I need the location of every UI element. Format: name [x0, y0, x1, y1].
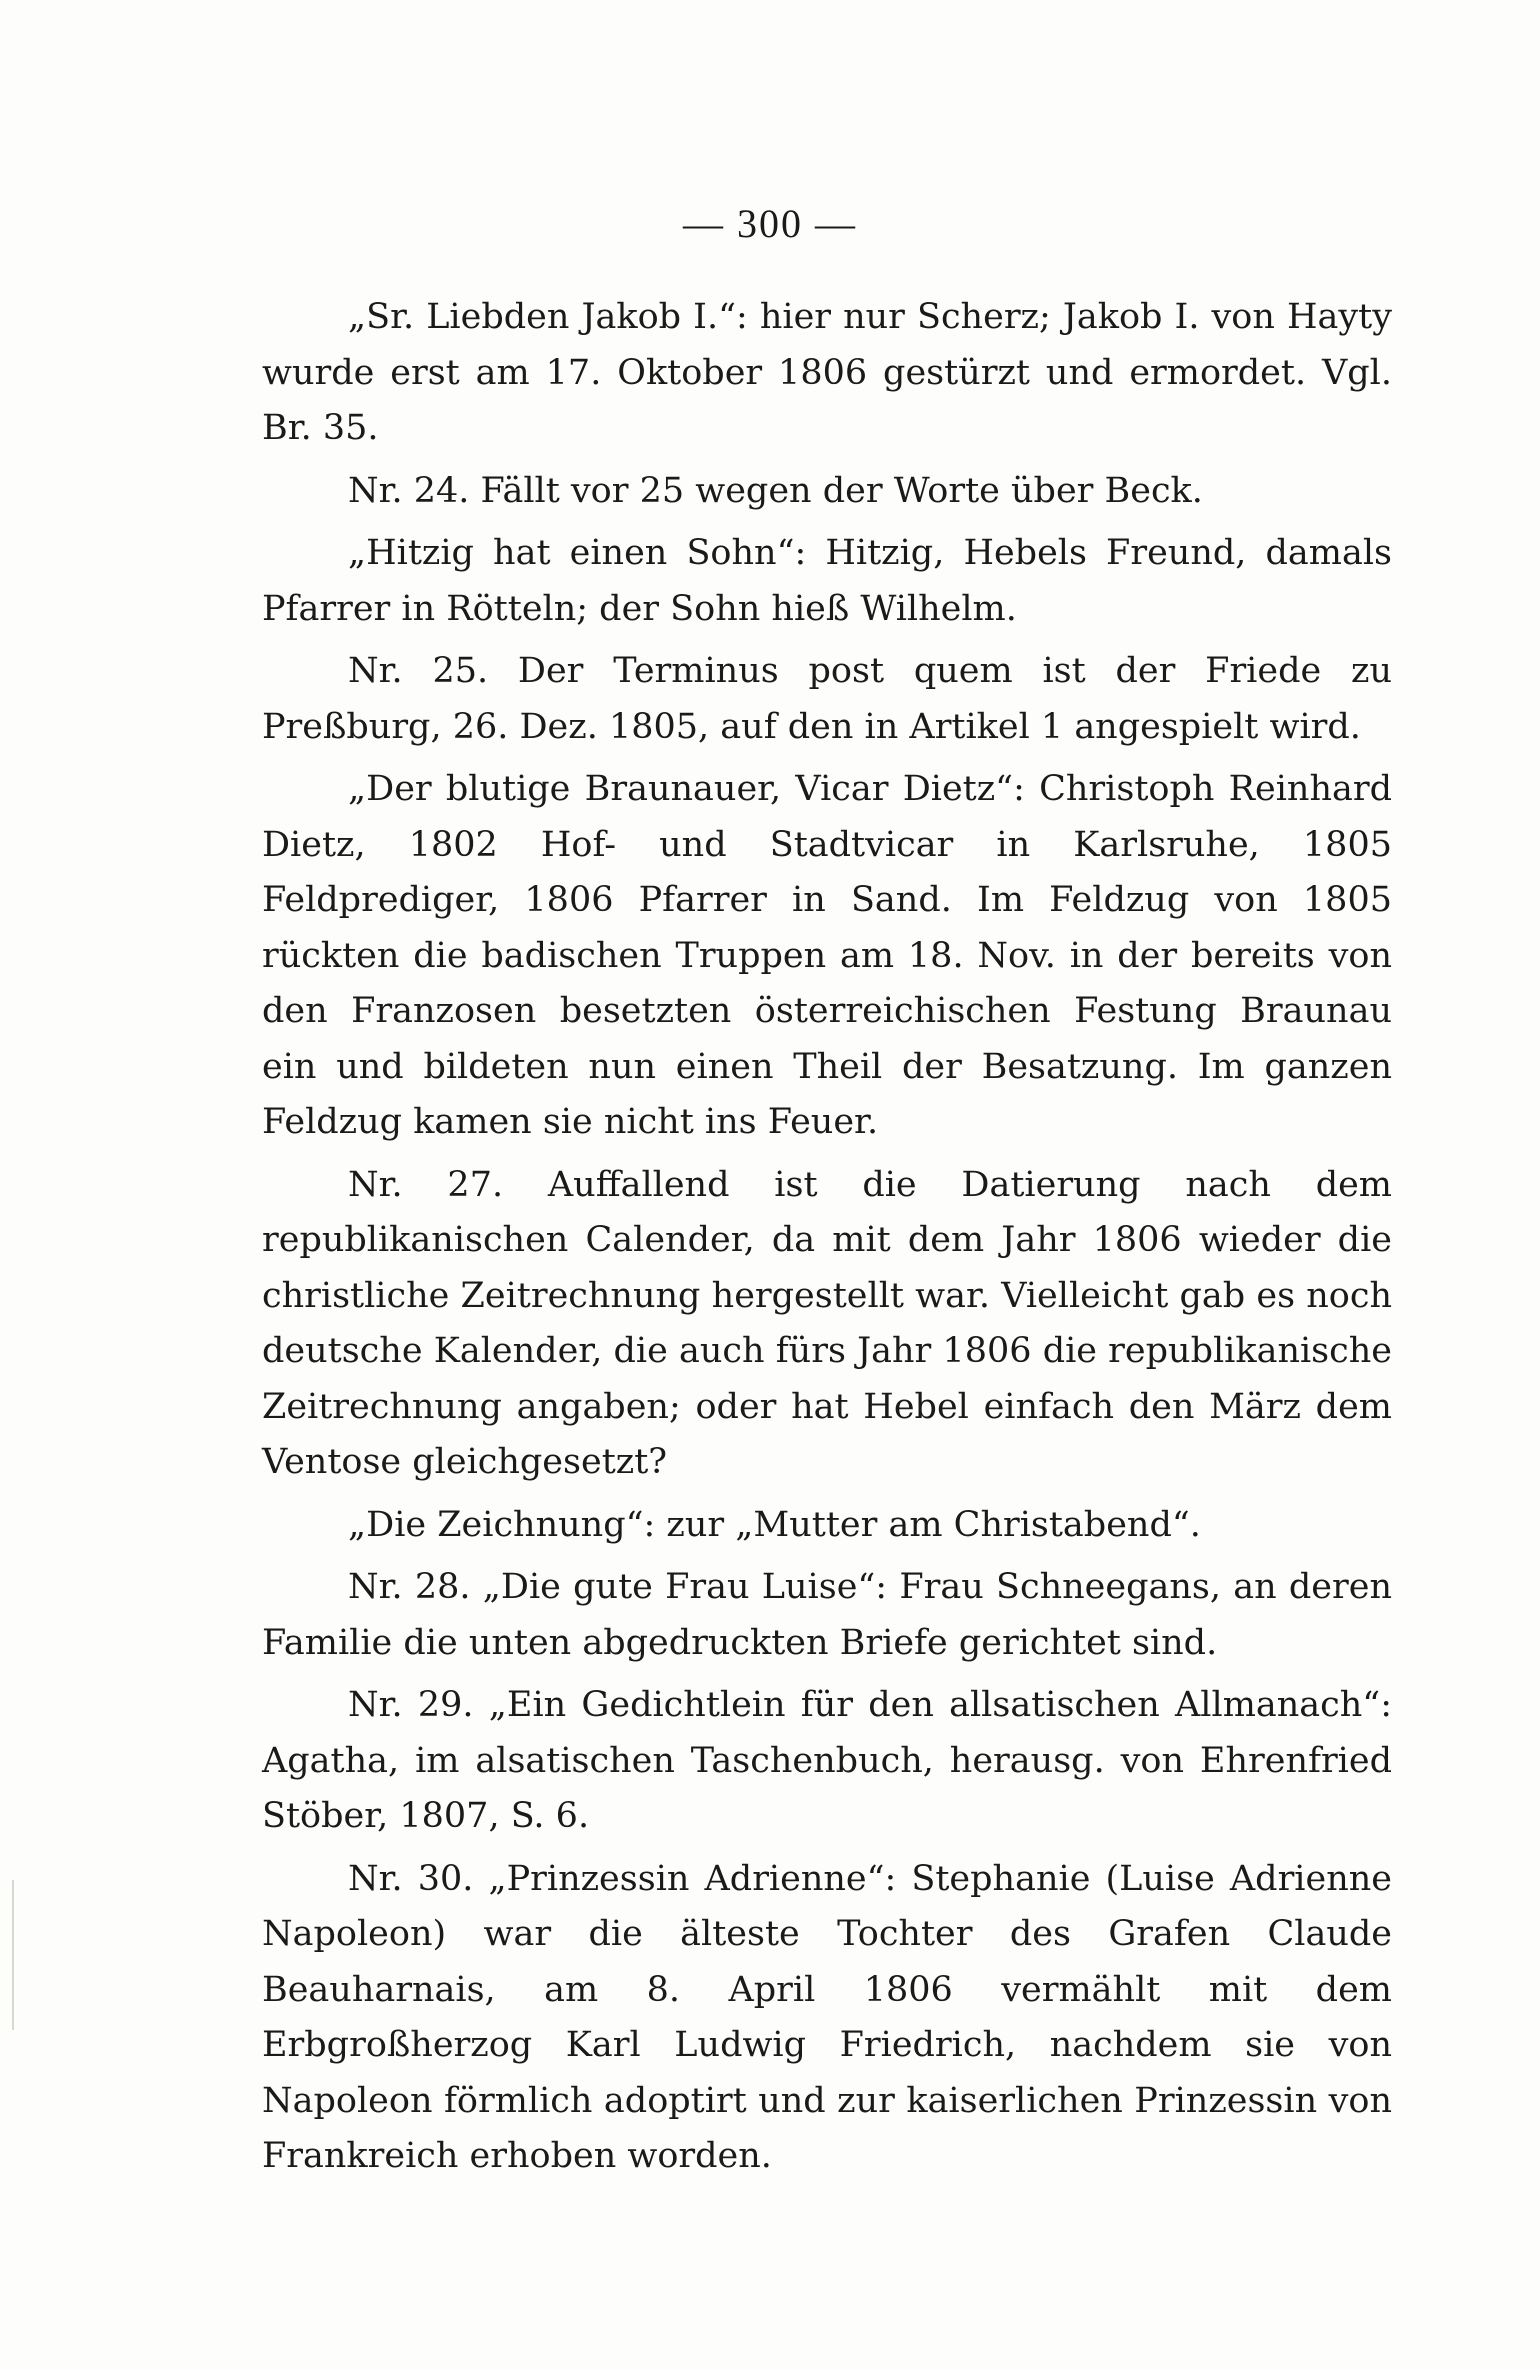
- note-nr-30: Nr. 30. „Prinzessin Adrienne“: Stephanie (Luise Adrienne Napoleon) war die älteste Tochter des Grafen Claude Beauharnais, am 8. April 1806 vermählt mit dem Erbgroßherzog Karl Ludwig Friedrich, nachdem sie von Napoleon förmlich adoptirt und zur kaiserlichen Prinzessin von Frankreich erhoben worden.: [262, 1858, 1392, 2176]
- note-nr-28: Nr. 28. „Die gute Frau Luise“: Frau Schneegans, an deren Familie die unten abgedruckten Briefe gerichtet sind.: [262, 1567, 1392, 1663]
- note-braunauer: „Der blutige Braunauer, Vicar Dietz“: Christoph Reinhard Dietz, 1802 Hof- und Stadtvicar in Karlsruhe, 1805 Feldprediger, 1806 Pfarrer in Sand. Im Feldzug von 1805 rückten die badischen Truppen am 18. Nov. in der bereits von den Franzosen besetzten österreichischen Festung Braunau ein und bildeten nun einen Theil der Besatzung. Im ganzen Feldzug kamen sie nicht ins Feuer.: [262, 769, 1392, 1142]
- note-zeichnung: „Die Zeichnung“: zur „Mutter am Christabend“.: [348, 1504, 1201, 1545]
- note-nr-27: Nr. 27. Auffallend ist die Datierung nach dem republikanischen Calender, da mit dem Jahr 1806 wieder die christliche Zeitrechnung hergestellt war. Vielleicht gab es noch deutsche Kalender, die auch fürs Jahr 1806 die republikanische Zeitrechnung angaben; oder hat Hebel einfach den März dem Ventose gleichgesetzt?: [262, 1164, 1392, 1482]
- note-jakob: „Sr. Liebden Jakob I.“: hier nur Scherz; Jakob I. von Hayty wurde erst am 17. Oktober 1806 gestürzt und ermordet. Vgl. Br. 35.: [262, 297, 1392, 448]
- note-nr-25: Nr. 25. Der Terminus post quem ist der Friede zu Preßburg, 26. Dez. 1805, auf den in Artikel 1 angespielt wird.: [262, 651, 1392, 747]
- note-nr-29: Nr. 29. „Ein Gedichtlein für den allsatischen Allmanach“: Agatha, im alsatischen Taschenbuch, herausg. von Ehrenfried Stöber, 1807, S. 6.: [262, 1685, 1392, 1836]
- commentary-text: [262, 290, 1392, 2192]
- note-hitzig: „Hitzig hat einen Sohn“: Hitzig, Hebels Freund, damals Pfarrer in Rötteln; der Sohn hieß Wilhelm.: [262, 533, 1392, 629]
- scan-margin-mark: [12, 1880, 14, 2030]
- page-number: — 300 —: [683, 201, 857, 246]
- note-nr-24: Nr. 24. Fällt vor 25 wegen der Worte über Beck.: [348, 470, 1203, 511]
